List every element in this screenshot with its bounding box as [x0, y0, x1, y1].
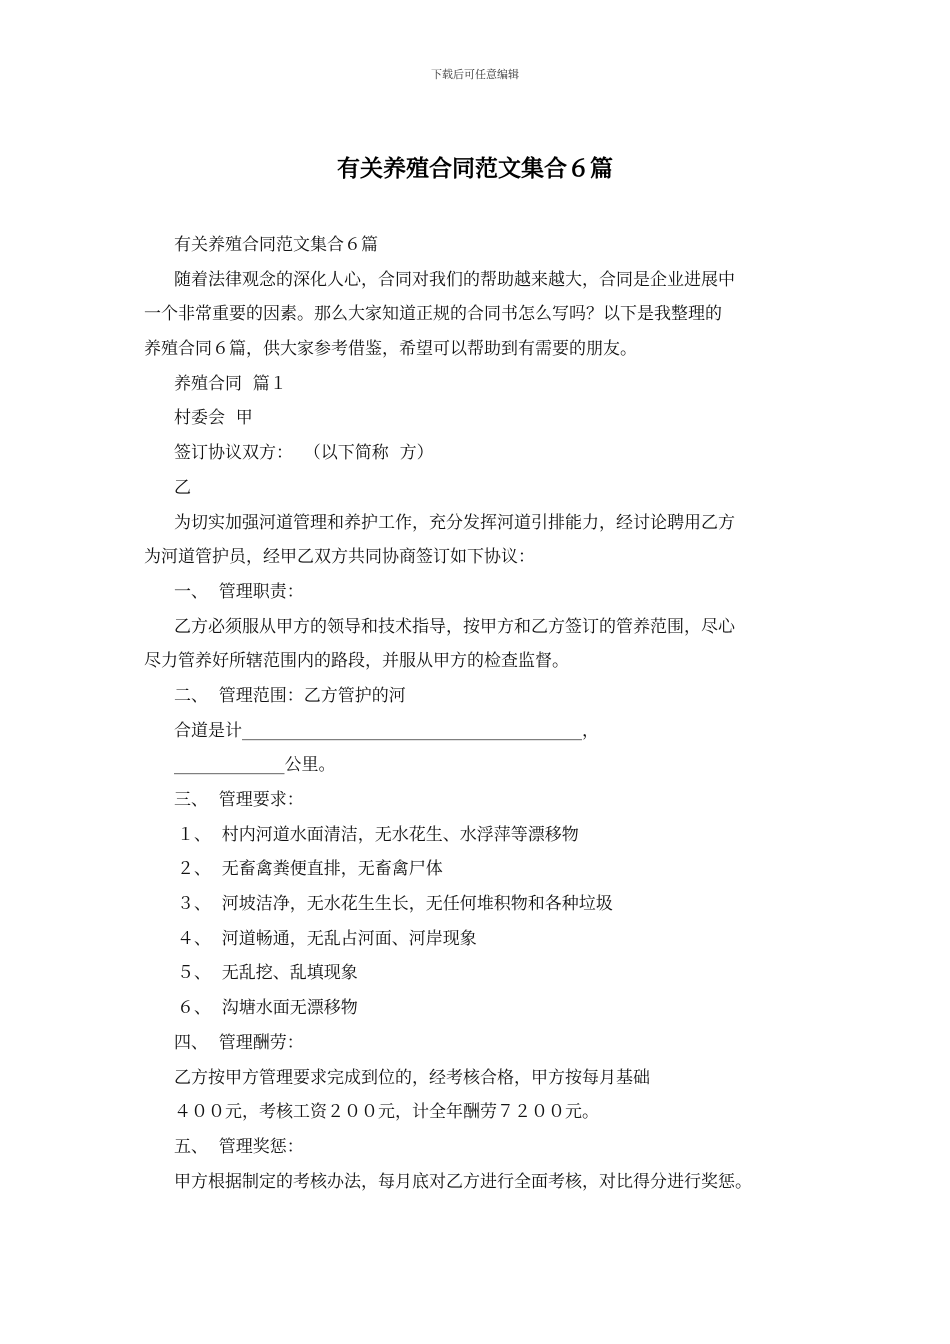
paragraph-line: 随着法律观念的深化人心，合同对我们的帮助越来越大，合同是企业进展中 — [174, 269, 735, 290]
clause-heading: 四、 管理酬劳： — [174, 1032, 304, 1053]
clause-heading: 五、 管理奖惩： — [174, 1136, 304, 1157]
list-item: ５、 无乱挖、乱填现象 — [177, 963, 358, 984]
paragraph-line: 签订协议双方： （以下简称 方） — [174, 443, 434, 464]
list-item: ３、 河坡洁净，无水花生生长，无任何堆积物和各种垃圾 — [177, 894, 613, 915]
paragraph-line: 为河道管护员，经甲乙双方共同协商签订如下协议： — [144, 547, 535, 568]
paragraph-line: 乙方必须服从甲方的领导和技术指导，按甲方和乙方签订的管养范围，尽心 — [174, 616, 735, 637]
list-item: ２、 无畜禽粪便直排，无畜禽尸体 — [177, 859, 443, 880]
header-note: 下载后可任意编辑 — [431, 68, 519, 81]
fill-in-line: _____________公里。 — [174, 755, 336, 776]
clause-heading: 二、 管理范围：乙方管护的河 — [174, 685, 406, 706]
paragraph-line: 尽力管养好所辖范围内的路段，并服从甲方的检查监督。 — [144, 651, 569, 672]
paragraph-line: 一个非常重要的因素。那么大家知道正规的合同书怎么写吗？以下是我整理的 — [144, 304, 722, 325]
paragraph-line: 养殖合同６篇，供大家参考借鉴，希望可以帮助到有需要的朋友。 — [144, 339, 637, 360]
document-title: 有关养殖合同范文集合６篇 — [337, 156, 613, 182]
paragraph-line: 有关养殖合同范文集合６篇 — [174, 235, 378, 255]
fill-in-line: 合道是计________________________________________， — [174, 720, 599, 741]
clause-heading: 一、 管理职责： — [174, 581, 304, 602]
paragraph-line: 为切实加强河道管理和养护工作，充分发挥河道引排能力，经讨论聘用乙方 — [174, 512, 735, 533]
paragraph-line: 甲方根据制定的考核办法，每月底对乙方进行全面考核，对比得分进行奖惩。 — [174, 1171, 752, 1192]
document-body — [144, 228, 824, 1199]
paragraph-line: 乙方按甲方管理要求完成到位的，经考核合格，甲方按每月基础 — [174, 1067, 650, 1088]
paragraph-line: 乙 — [174, 477, 191, 498]
section-heading: 养殖合同 篇１ — [174, 373, 287, 394]
paragraph-line: ４００元，考核工资２００元，计全年酬劳７２００元。 — [174, 1102, 599, 1123]
clause-heading: 三、 管理要求： — [174, 790, 304, 810]
list-item: ６、 沟塘水面无漂移物 — [177, 998, 358, 1019]
paragraph-line: 村委会 甲 — [174, 408, 253, 429]
list-item: １、 村内河道水面清洁，无水花生、水浮萍等漂移物 — [177, 824, 579, 845]
list-item: ４、 河道畅通，无乱占河面、河岸现象 — [177, 928, 477, 949]
